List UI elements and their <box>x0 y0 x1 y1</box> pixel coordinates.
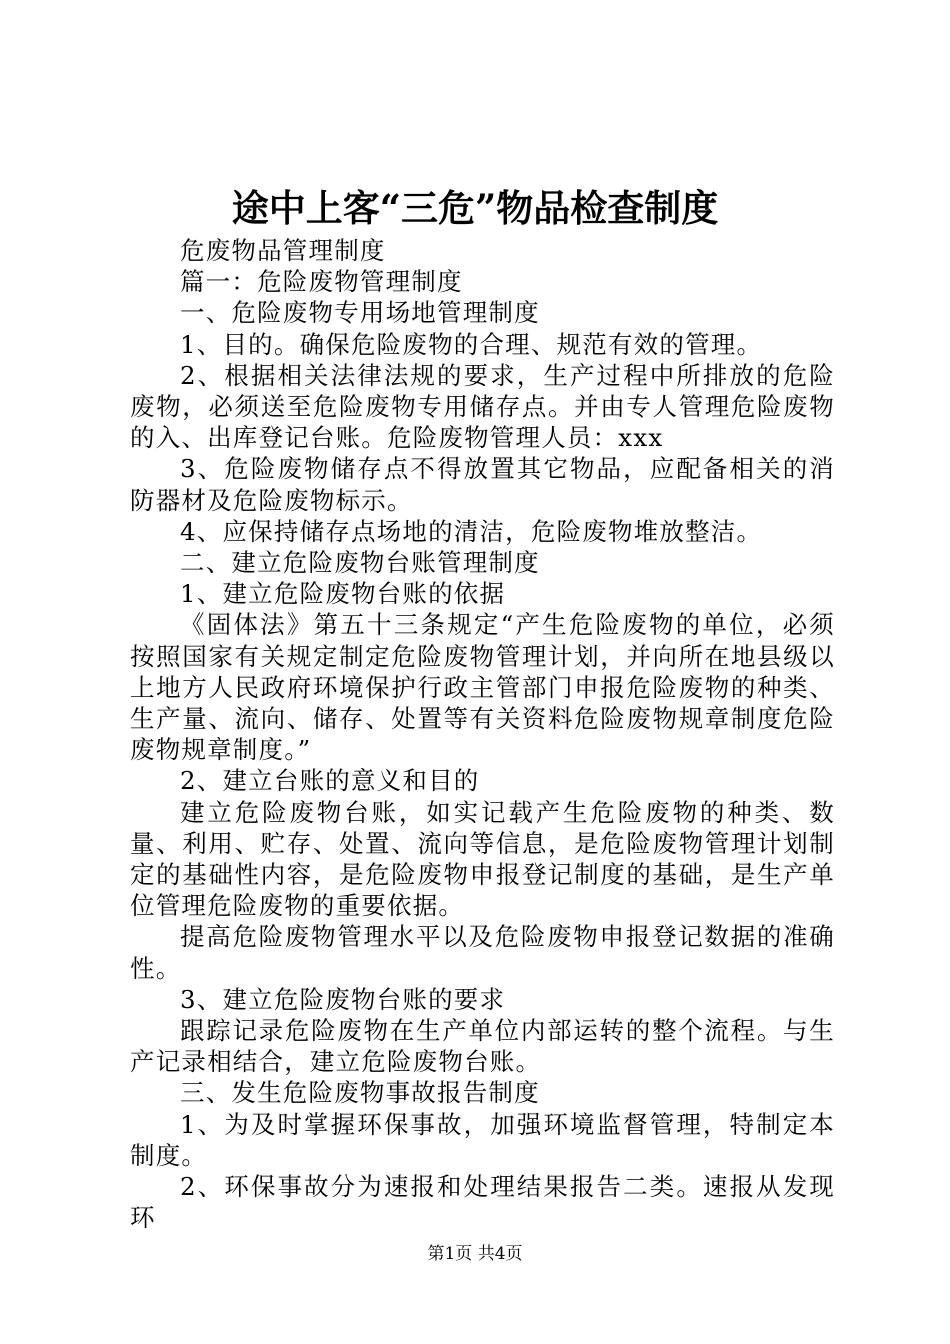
paragraph: 1、建立危险废物台账的依据 <box>180 579 506 609</box>
paragraph: 跟踪记录危险废物在生产单位内部运转的整个流程。与生产记录相结合，建立危险废物台账。 <box>130 1016 835 1077</box>
paragraph: 2、建立台账的意义和目的 <box>180 766 480 796</box>
paragraph: 2、环保事故分为速报和处理结果报告二类。速报从发现环 <box>130 1172 835 1233</box>
document-body <box>130 235 835 1234</box>
paragraph: 2、根据相关法律法规的要求，生产过程中所排放的危险废物，必须送至危险废物专用储存点。并由专人管理危险废物的入、出库登记台账。危险废物管理人员：xxx <box>130 360 835 453</box>
paragraph: 4、应保持储存点场地的清洁，危险废物堆放整洁。 <box>180 516 763 546</box>
paragraph: 1、为及时掌握环保事故，加强环境监督管理，特制定本制度。 <box>130 1109 835 1170</box>
paragraph: 3、危险废物储存点不得放置其它物品，应配备相关的消防器材及危险废物标示。 <box>130 454 835 515</box>
paragraph: 3、建立危险废物台账的要求 <box>180 984 506 1014</box>
paragraph: 危废物品管理制度 <box>180 236 386 265</box>
paragraph: 《固体法》第五十三条规定“产生危险废物的单位，必须按照国家有关规定制定危险废物管理计划，并向所在地县级以上地方人民政府环境保护行政主管部门申报危险废物的种类、生产量、流向、储存、处置等有关资料危险废物规章制度危险废物规章制度。” <box>130 610 835 765</box>
document-title: 途中上客“三危”物品检查制度 <box>231 186 719 230</box>
paragraph: 一、危险废物专用场地管理制度 <box>180 298 540 328</box>
paragraph: 二、建立危险废物台账管理制度 <box>180 548 540 578</box>
paragraph: 建立危险废物台账，如实记载产生危险废物的种类、数量、利用、贮存、处置、流向等信息，是危险废物管理计划制定的基础性内容，是危险废物申报登记制度的基础，是生产单位管理危险废物的重要依据。 <box>130 797 835 921</box>
paragraph: 提高危险废物管理水平以及危险废物申报登记数据的准确性。 <box>130 922 835 983</box>
paragraph: 篇一：危险废物管理制度 <box>180 267 463 297</box>
paragraph: 三、发生危险废物事故报告制度 <box>180 1078 540 1108</box>
page-footer: 第1页 共4页 <box>427 1244 523 1264</box>
paragraph: 1、目的。确保危险废物的合理、规范有效的管理。 <box>180 329 763 359</box>
